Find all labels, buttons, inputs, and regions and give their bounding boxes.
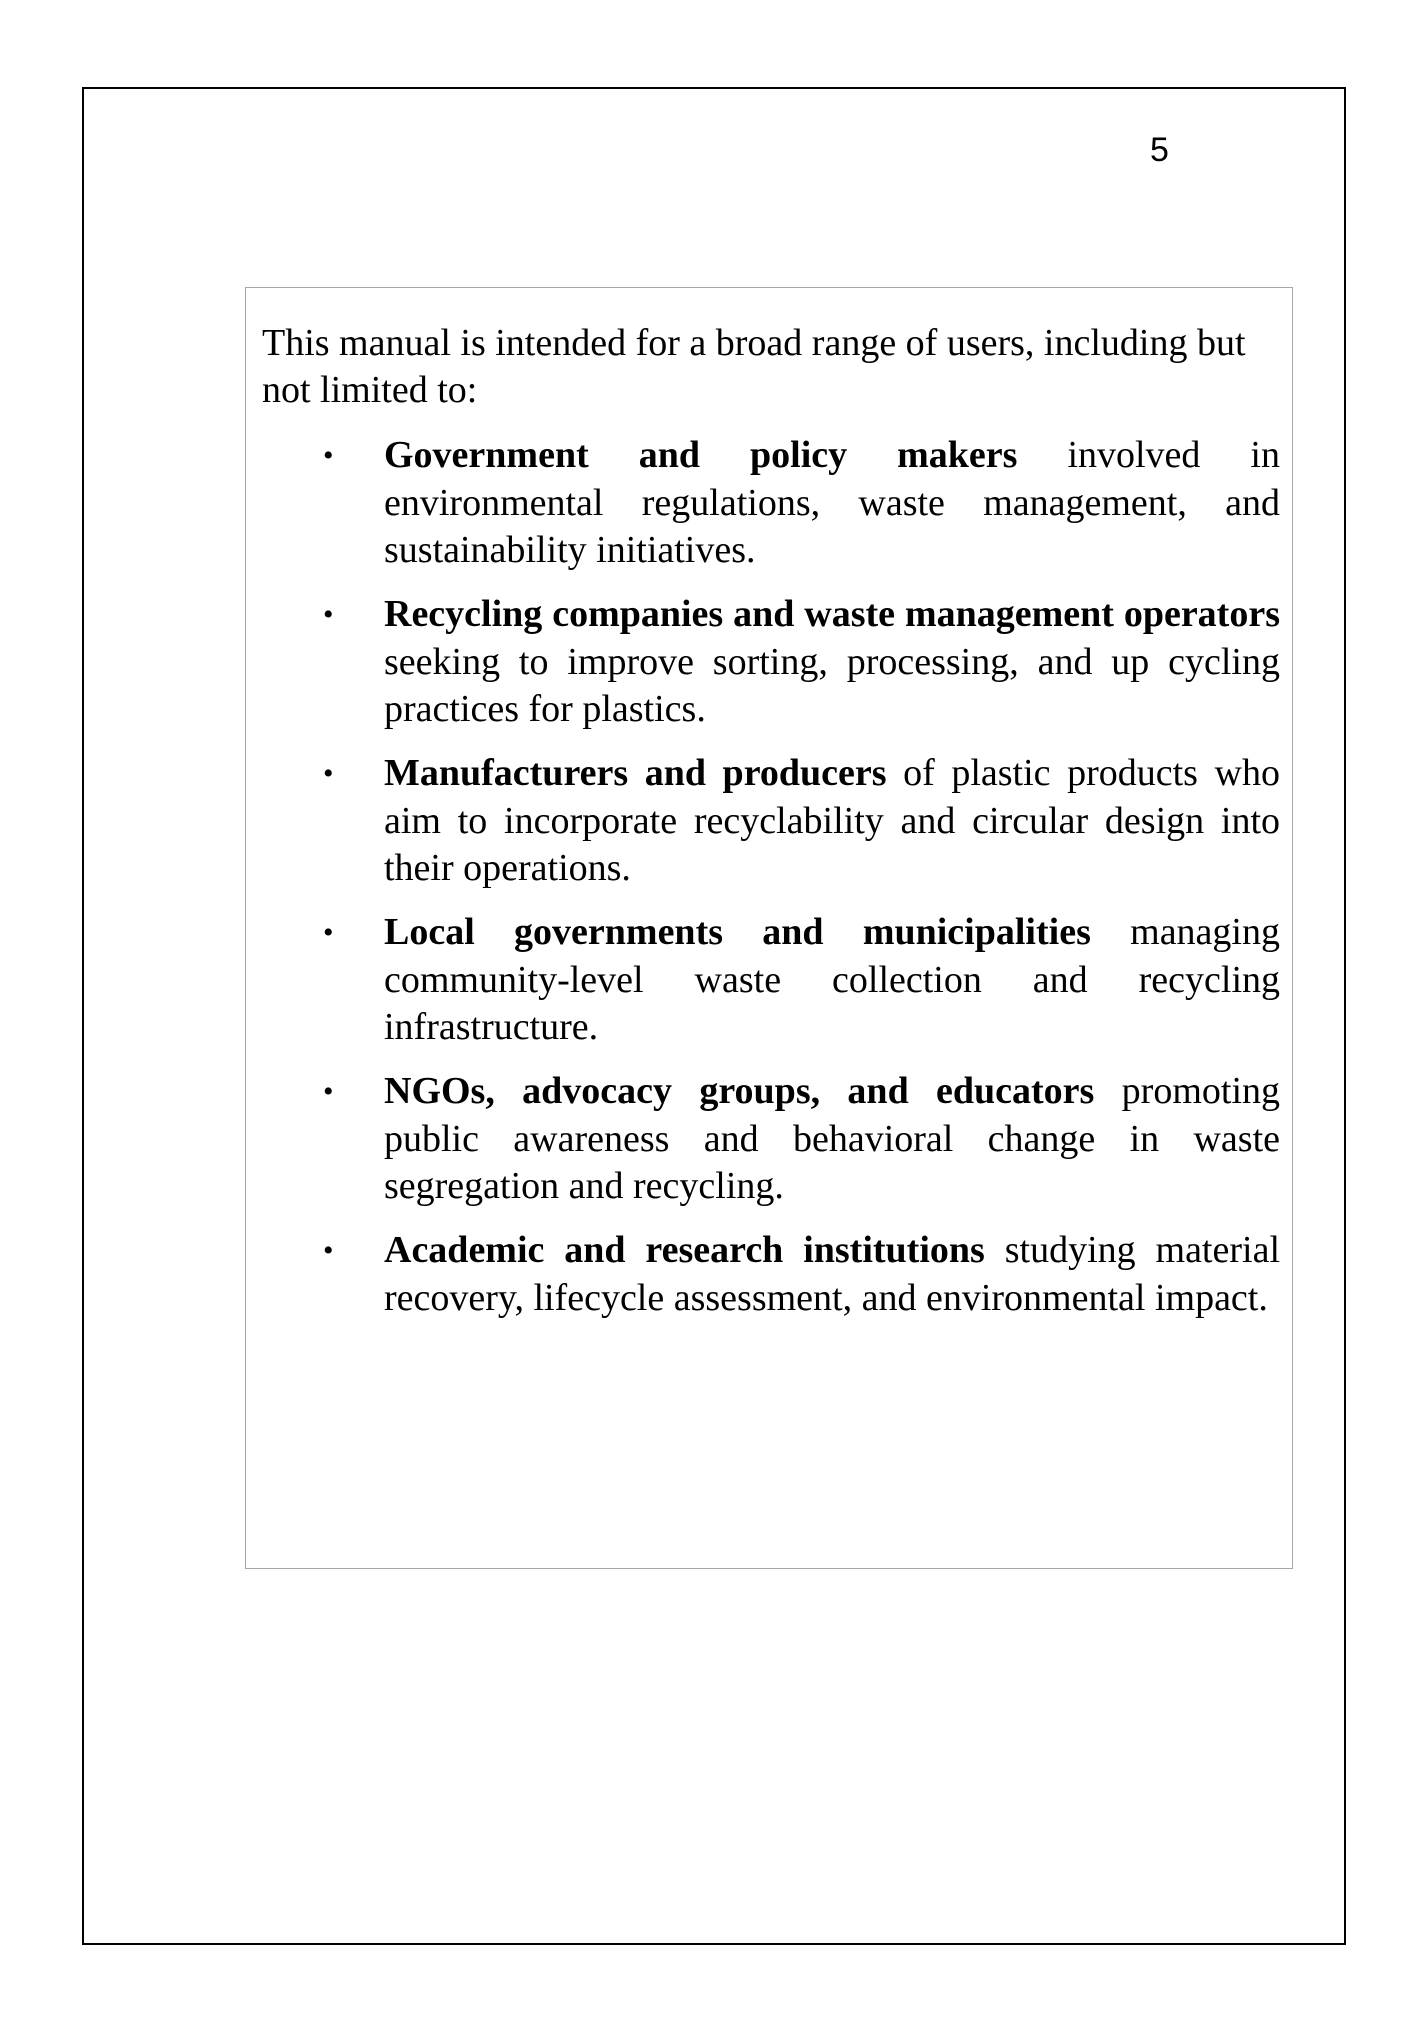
item-lead: Local governments and municipalities bbox=[384, 911, 1091, 953]
list-item bbox=[262, 909, 1280, 1052]
item-lead: Academic and research institutions bbox=[384, 1229, 985, 1271]
item-text: studying material recovery, lifecycle assessment, and environmental impact. bbox=[384, 1229, 1280, 1319]
list-item bbox=[262, 1068, 1280, 1211]
intro-paragraph: This manual is intended for a broad range of users, including but not limited to: bbox=[262, 322, 1246, 411]
list-item bbox=[262, 432, 1280, 575]
audience-list bbox=[262, 432, 1280, 1339]
item-text: of plastic products who aim to incorporate recyclability and circular design into their operations. bbox=[384, 752, 1280, 889]
item-text: involved in environmental regulations, waste management, and sustainability initiatives. bbox=[384, 434, 1280, 571]
list-item bbox=[262, 1227, 1280, 1322]
bullet-icon: • bbox=[323, 757, 334, 790]
item-text: seeking to improve sorting, processing, and up cycling practices for plastics. bbox=[384, 640, 1280, 730]
item-lead: Government and policy makers bbox=[384, 434, 1018, 476]
bullet-icon: • bbox=[323, 598, 334, 631]
bullet-icon: • bbox=[323, 439, 334, 472]
bullet-icon: • bbox=[323, 1075, 334, 1108]
page-number: 5 bbox=[1150, 131, 1169, 169]
item-text: managing community-level waste collection and recycling infrastructure. bbox=[384, 911, 1280, 1048]
list-item bbox=[262, 591, 1280, 734]
list-item bbox=[262, 750, 1280, 893]
item-lead: NGOs, advocacy groups, and educators bbox=[384, 1070, 1095, 1112]
item-text: promoting public awareness and behavioral change in waste segregation and recycling. bbox=[384, 1070, 1280, 1207]
item-lead: Recycling companies and waste management operators bbox=[384, 593, 1280, 635]
bullet-icon: • bbox=[323, 1234, 334, 1267]
item-lead: Manufacturers and producers bbox=[384, 752, 887, 794]
bullet-icon: • bbox=[323, 916, 334, 949]
